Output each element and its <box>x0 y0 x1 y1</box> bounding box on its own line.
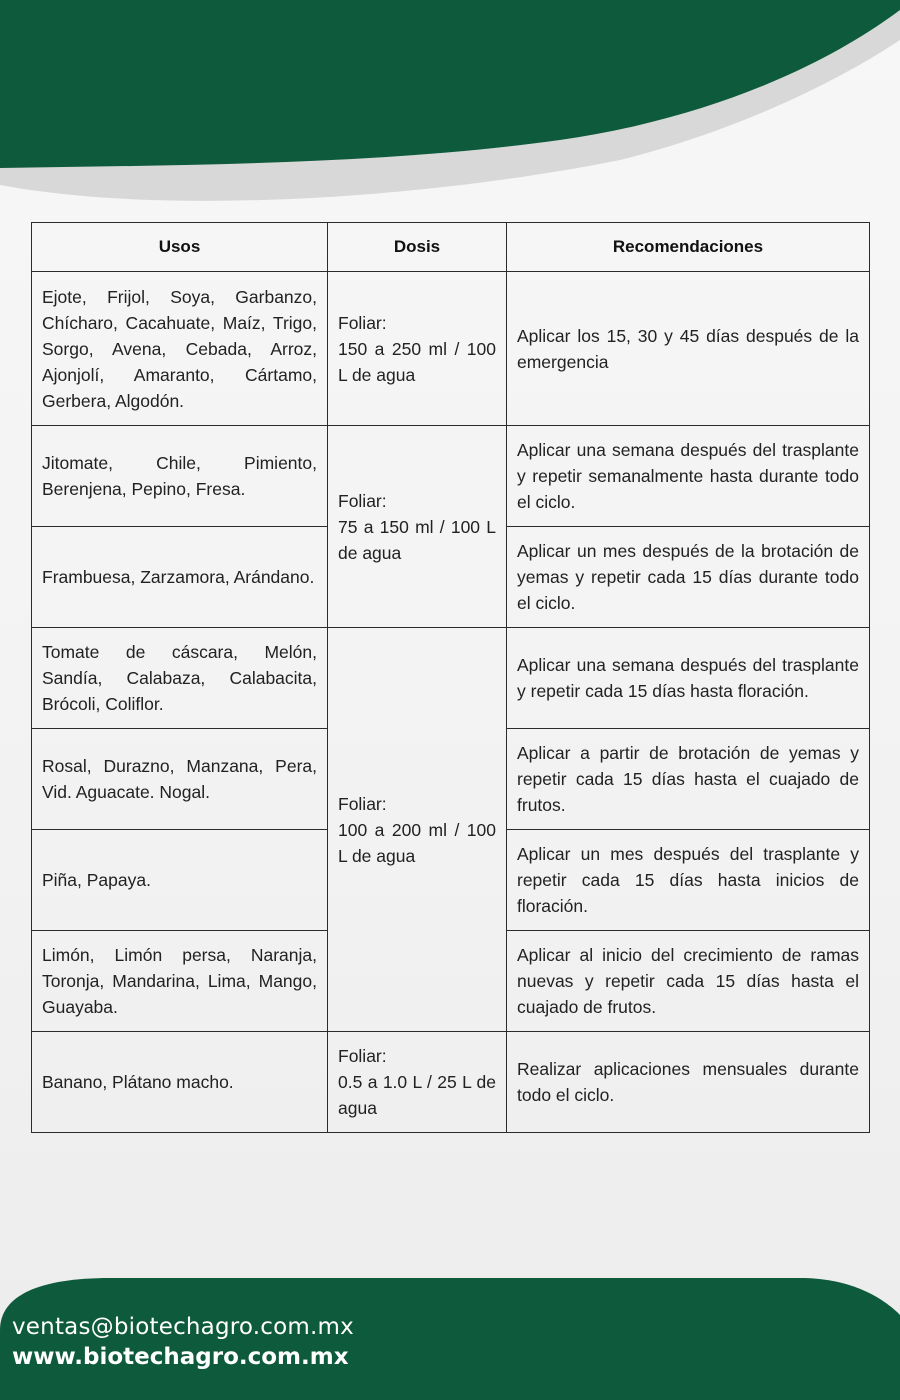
usos-cell: Ejote, Frijol, Soya, Garbanzo, Chícharo, Cacahuate, Maíz, Trigo, Sorgo, Avena, Cebada, Arroz, Ajonjolí, Amaranto, Cártamo, Gerbera, Algodón. <box>32 272 328 426</box>
usos-cell: Limón, Limón persa, Naranja, Toronja, Mandarina, Lima, Mango, Guayaba. <box>32 931 328 1032</box>
usos-cell: Banano, Plátano macho. <box>32 1032 328 1133</box>
footer-website[interactable]: www.biotechagro.com.mx <box>12 1344 349 1370</box>
recomendacion-cell: Realizar aplicaciones mensuales durante todo el ciclo. <box>507 1032 870 1133</box>
table-row <box>32 628 870 729</box>
dosis-label: Foliar: <box>338 490 387 511</box>
green-wave <box>0 0 900 168</box>
dosis-label: Foliar: <box>338 793 387 814</box>
usos-cell: Frambuesa, Zarzamora, Arándano. <box>32 527 328 628</box>
recomendacion-cell: Aplicar al inicio del crecimiento de ramas nuevas y repetir cada 15 días hasta el cuajado de frutos. <box>507 931 870 1032</box>
usos-cell: Jitomate, Chile, Pimiento, Berenjena, Pepino, Fresa. <box>32 426 328 527</box>
dosis-value: 75 a 150 ml / 100 L de agua <box>338 516 496 563</box>
recomendacion-cell: Aplicar un mes después del trasplante y repetir cada 15 días hasta inicios de floración. <box>507 830 870 931</box>
dosis-label: Foliar: <box>338 1046 387 1066</box>
header-dosis: Dosis <box>328 223 507 272</box>
table-row <box>32 272 870 426</box>
recomendacion-cell: Aplicar una semana después del trasplante y repetir cada 15 días hasta floración. <box>507 628 870 729</box>
dosis-cell <box>328 426 507 628</box>
recomendacion-cell: Aplicar a partir de brotación de yemas y repetir cada 15 días hasta el cuajado de frutos. <box>507 729 870 830</box>
recomendacion-cell: Aplicar una semana después del trasplante y repetir semanalmente hasta durante todo el ciclo. <box>507 426 870 527</box>
dosis-cell <box>328 1032 507 1133</box>
dosis-value: 150 a 250 ml / 100 L de agua <box>338 338 496 385</box>
usos-cell: Tomate de cáscara, Melón, Sandía, Calabaza, Calabacita, Brócoli, Coliflor. <box>32 628 328 729</box>
header-usos: Usos <box>32 223 328 272</box>
table-row <box>32 426 870 527</box>
header-wave-decoration <box>0 0 900 220</box>
dosis-cell <box>328 628 507 1032</box>
table-header-row <box>32 223 870 272</box>
dosis-label: Foliar: <box>338 312 387 333</box>
table-row <box>32 1032 870 1133</box>
dosage-table <box>31 222 870 1133</box>
footer-email[interactable]: ventas@biotechagro.com.mx <box>12 1314 354 1340</box>
usos-cell: Piña, Papaya. <box>32 830 328 931</box>
recomendacion-cell: Aplicar un mes después de la brotación de yemas y repetir cada 15 días durante todo el ciclo. <box>507 527 870 628</box>
recomendacion-cell: Aplicar los 15, 30 y 45 días después de la emergencia <box>507 272 870 426</box>
dosis-value: 100 a 200 ml / 100 L de agua <box>338 819 496 866</box>
dosis-value: 0.5 a 1.0 L / 25 L de agua <box>338 1072 496 1118</box>
usos-cell: Rosal, Durazno, Manzana, Pera, Vid. Aguacate. Nogal. <box>32 729 328 830</box>
header-recomendaciones: Recomendaciones <box>507 223 870 272</box>
dosis-cell <box>328 272 507 426</box>
